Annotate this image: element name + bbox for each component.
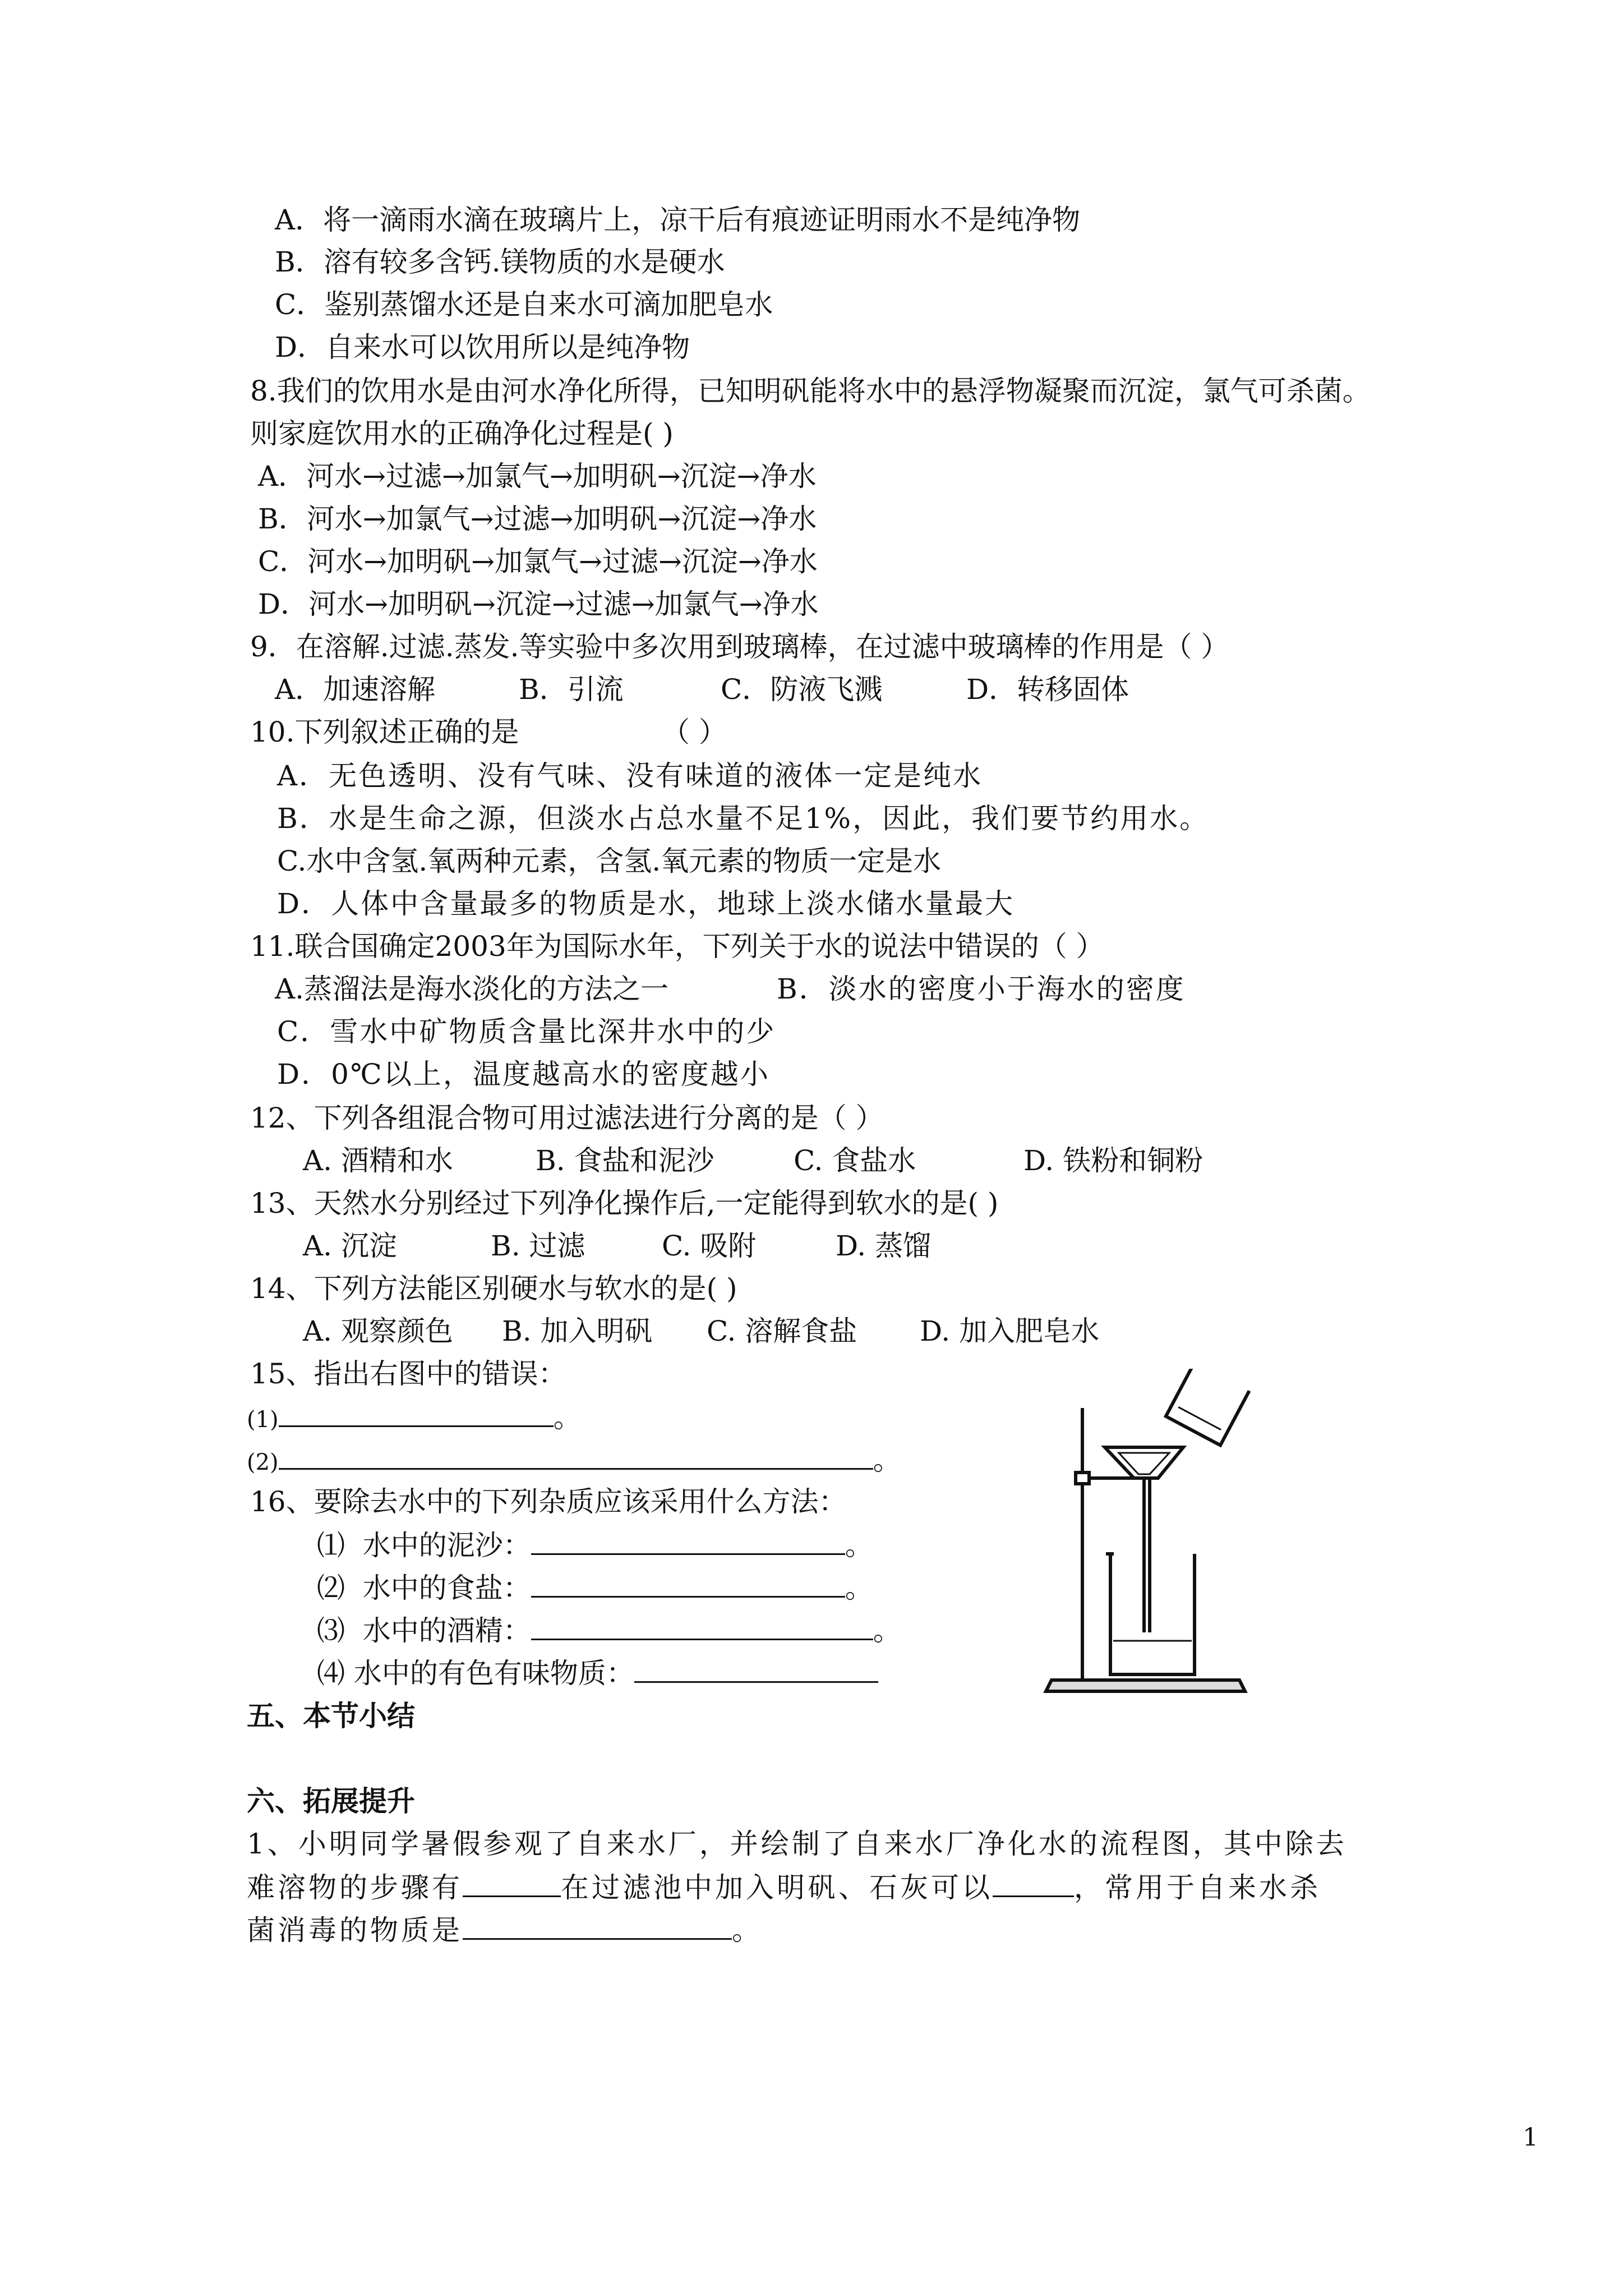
ext-line-2: [247, 1870, 1321, 1904]
q8-stem-line2: 则家庭饮用水的正确净化过程是( ): [250, 417, 674, 450]
q15-item-1-num: (1): [247, 1407, 279, 1433]
q12-option-d: D. 铁粉和铜粉: [1023, 1144, 1204, 1177]
q9-option-a: A．加速溶解: [275, 673, 436, 706]
q16-blank-3[interactable]: [531, 1613, 873, 1640]
q16-item-4-num: ⑷: [317, 1657, 345, 1690]
q16-item-4: [317, 1655, 878, 1690]
q13-option-a: A. 沉淀: [303, 1230, 397, 1262]
filtration-apparatus-figure: [1043, 1369, 1267, 1700]
q16-stem: 16、要除去水中的下列杂质应该采用什么方法：: [250, 1485, 847, 1518]
q8-option-a: A．河水→过滤→加氯气→加明矾→沉淀→净水: [258, 460, 817, 493]
clamp-knob: [1076, 1473, 1089, 1484]
q11-option-a: A.蒸溜法是海水淡化的方法之一: [275, 973, 669, 1005]
q10-option-d: D．人体中含量最多的物质是水，地球上淡水储水量最大: [277, 887, 1015, 920]
q16-item-2-num: ⑵: [317, 1572, 345, 1604]
q12-option-a: A. 酒精和水: [303, 1144, 453, 1177]
q15-blank-2[interactable]: [279, 1442, 873, 1470]
q9-stem: 9．在溶解.过滤.蒸发.等实验中多次用到玻璃棒，在过滤中玻璃棒的作用是（ ）: [250, 631, 1229, 663]
q8-stem-line1: 8.我们的饮用水是由河水净化所得，已知明矾能将水中的悬浮物凝聚而沉淀，氯气可杀菌。: [250, 375, 1371, 407]
q11-stem: 11.联合国确定2003年为国际水年，下列关于水的说法中错误的（ ）: [250, 930, 1104, 963]
q14-option-b: B. 加入明矾: [502, 1315, 653, 1347]
q16-blank-2[interactable]: [531, 1570, 845, 1598]
section-6-heading: 六、拓展提升: [247, 1785, 415, 1818]
ext-line-2-b: 在过滤池中加入明矾、石灰可以: [561, 1871, 993, 1904]
q7-option-c: C．鉴别蒸馏水还是自来水可滴加肥皂水: [275, 288, 773, 321]
q13-stem: 13、天然水分别经过下列净化操作后,一定能得到软水的是( ): [250, 1187, 999, 1220]
q16-item-2-label: 水中的食盐：: [362, 1572, 531, 1604]
q11-option-b: B．淡水的密度小于海水的密度: [777, 973, 1186, 1005]
q10-stem: 10.下列叙述正确的是: [250, 716, 519, 748]
ext-line-3-b: 。: [732, 1914, 763, 1947]
q14-stem: 14、下列方法能区别硬水与软水的是( ): [250, 1272, 737, 1305]
q11-option-c: C．雪水中矿物质含量比深井水中的少: [277, 1015, 776, 1048]
page-number: 1: [1523, 2123, 1538, 2152]
receiving-beaker: [1110, 1554, 1195, 1674]
ext-blank-2[interactable]: [993, 1870, 1074, 1897]
q16-item-1-end: 。: [845, 1529, 873, 1562]
q16-item-1-num: ⑴: [317, 1529, 345, 1562]
q9-option-d: D．转移固体: [966, 673, 1129, 706]
q8-option-c: C．河水→加明矾→加氯气→过滤→沉淀→净水: [258, 545, 818, 578]
q12-option-b: B. 食盐和泥沙: [536, 1144, 714, 1177]
pouring-beaker: [1160, 1369, 1252, 1445]
q15-item-2: [247, 1442, 901, 1479]
q13-option-d: D. 蒸馏: [836, 1230, 932, 1262]
q12-option-c: C. 食盐水: [794, 1144, 916, 1177]
q15-blank-1[interactable]: [279, 1400, 554, 1427]
section-5-heading: 五、本节小结: [247, 1700, 415, 1732]
q15-stem: 15、指出右图中的错误：: [250, 1358, 566, 1390]
q10-answer-paren: （ ）: [662, 716, 727, 748]
q14-option-a: A. 观察颜色: [303, 1315, 453, 1347]
q15-item-2-end: 。: [873, 1444, 901, 1476]
q16-item-3-num: ⑶: [317, 1614, 345, 1647]
ext-blank-1[interactable]: [463, 1870, 561, 1897]
q7-option-b: B．溶有较多含钙.镁物质的水是硬水: [275, 246, 725, 278]
q10-option-b: B．水是生命之源，但淡水占总水量不足1%，因此，我们要节约用水。: [277, 802, 1210, 835]
ext-line-2-a: 难溶物的步骤有: [247, 1871, 463, 1904]
q7-option-d: D．自来水可以饮用所以是纯净物: [275, 331, 690, 364]
ext-blank-3[interactable]: [463, 1912, 732, 1940]
q16-item-2-end: 。: [845, 1572, 873, 1604]
q10-option-a: A．无色透明、没有气味、没有味道的液体一定是纯水: [277, 760, 983, 792]
q11-option-d: D．0℃以上，温度越高水的密度越小: [277, 1058, 770, 1091]
q13-option-b: B. 过滤: [491, 1230, 585, 1262]
q16-item-3-label: 水中的酒精：: [362, 1614, 531, 1647]
q16-item-4-label: 水中的有色有味物质：: [353, 1657, 634, 1690]
q15-item-2-num: (2): [247, 1450, 279, 1475]
q16-item-1-label: 水中的泥沙：: [362, 1529, 531, 1562]
q16-item-3: [317, 1613, 901, 1648]
q9-option-b: B．引流: [519, 673, 624, 706]
stand-base: [1046, 1680, 1245, 1691]
q16-item-1: [317, 1527, 873, 1562]
q16-item-2: [317, 1570, 873, 1605]
q8-option-d: D．河水→加明矾→沉淀→过滤→加氯气→净水: [258, 588, 819, 620]
q8-option-b: B．河水→加氯气→过滤→加明矾→沉淀→净水: [258, 503, 817, 535]
q13-option-c: C. 吸附: [662, 1230, 757, 1262]
ext-line-3: [247, 1912, 763, 1947]
q15-item-1: [247, 1400, 582, 1437]
q9-option-c: C．防液飞溅: [721, 673, 883, 706]
q15-item-1-end: 。: [553, 1401, 582, 1434]
q14-option-d: D. 加入肥皂水: [920, 1315, 1100, 1347]
q14-option-c: C. 溶解食盐: [707, 1315, 857, 1347]
ext-line-2-c: ，常用于自来水杀: [1074, 1871, 1321, 1904]
ext-line-1: 1、小明同学暑假参观了自来水厂，并绘制了自来水厂净化水的流程图，其中除去: [247, 1828, 1347, 1860]
ext-line-3-a: 菌消毒的物质是: [247, 1914, 463, 1947]
q16-blank-4[interactable]: [634, 1655, 878, 1683]
q16-item-3-end: 。: [873, 1614, 901, 1647]
q7-option-a: A．将一滴雨水滴在玻璃片上，凉干后有痕迹证明雨水不是纯净物: [275, 204, 1081, 236]
q12-stem: 12、下列各组混合物可用过滤法进行分离的是（ ）: [250, 1102, 884, 1134]
q10-option-c: C.水中含氢.氧两种元素，含氢.氧元素的物质一定是水: [277, 845, 942, 877]
q16-blank-1[interactable]: [531, 1527, 845, 1555]
